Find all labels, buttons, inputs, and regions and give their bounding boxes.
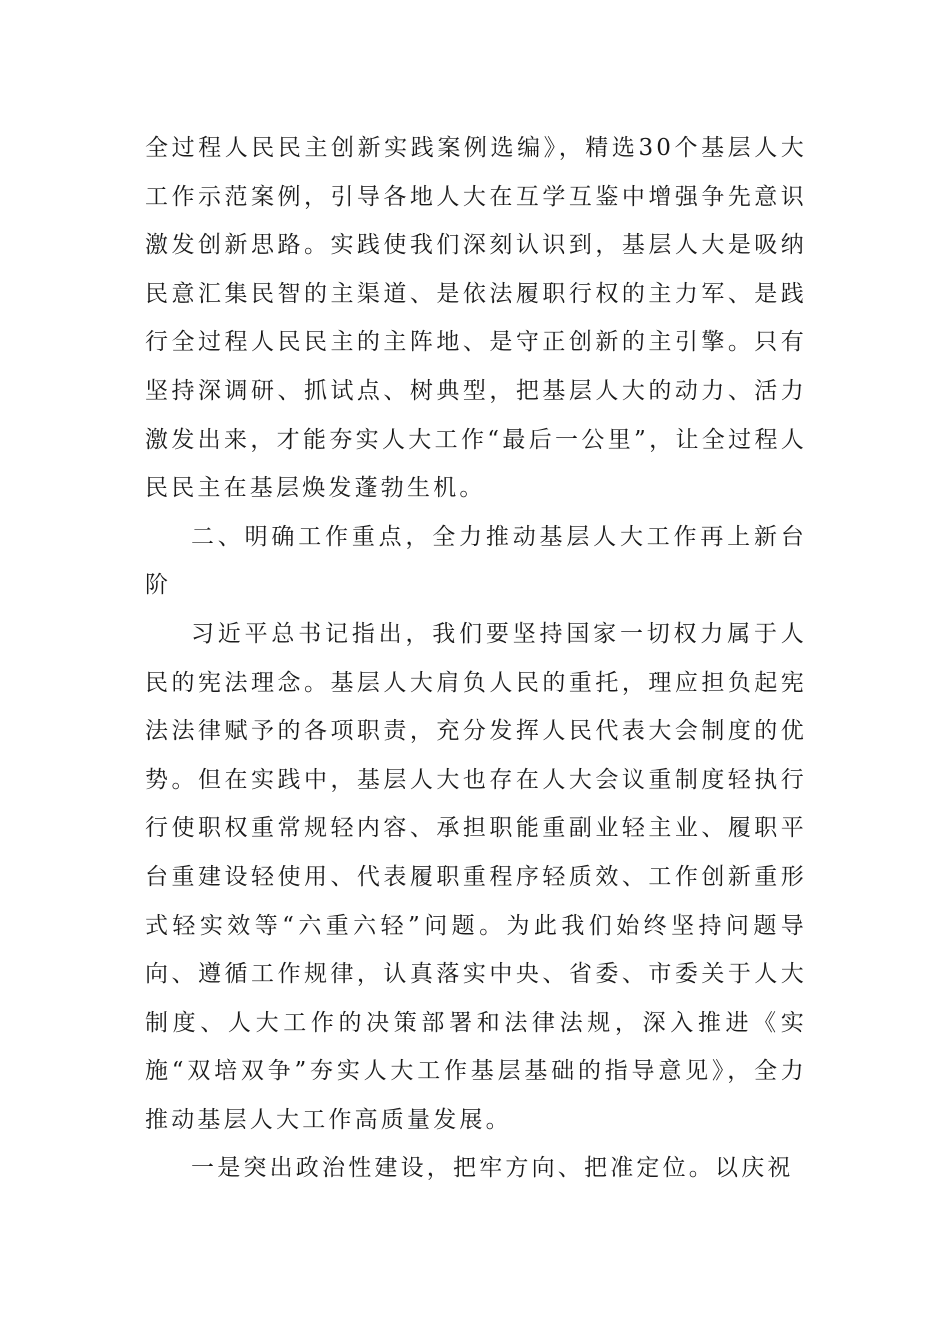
- document-body: [145, 124, 807, 1193]
- paragraph-case-collection: 全过程人民民主创新实践案例选编》，精选30个基层人大工作示范案例，引导各地人大在互学互鉴中增强争先意识激发创新思路。实践使我们深刻认识到，基层人大是吸纳民意汇集民智的主渠道、是依法履职行权的主力军、是践行全过程人民民主的主阵地、是守正创新的主引擎。只有坚持深调研、抓试点、树典型，把基层人大的动力、活力激发出来，才能夯实人大工作“最后一公里”，让全过程人民民主在基层焕发蓬勃生机。: [145, 135, 807, 502]
- paragraph-political-construction: 一是突出政治性建设，把牢方向、把准定位。以庆祝: [191, 1155, 794, 1182]
- section-heading-work-focus: 二、明确工作重点，全力推动基层人大工作再上新台阶: [145, 523, 807, 599]
- paragraph-constitutional-principle: 习近平总书记指出，我们要坚持国家一切权力属于人民的宪法理念。基层人大肩负人民的重托，理应担负起宪法法律赋予的各项职责，充分发挥人民代表大会制度的优势。但在实践中，基层人大也存在人大会议重制度轻执行行使职权重常规轻内容、承担职能重副业轻主业、履职平台重建设轻使用、代表履职重程序轻质效、工作创新重形式轻实效等“六重六轻”问题。为此我们始终坚持问题导向、遵循工作规律，认真落实中央、省委、市委关于人大制度、人大工作的决策部署和法律法规，深入推进《实施“双培双争”夯实人大工作基层基础的指导意见》，全力推动基层人大工作高质量发展。: [145, 620, 807, 1133]
